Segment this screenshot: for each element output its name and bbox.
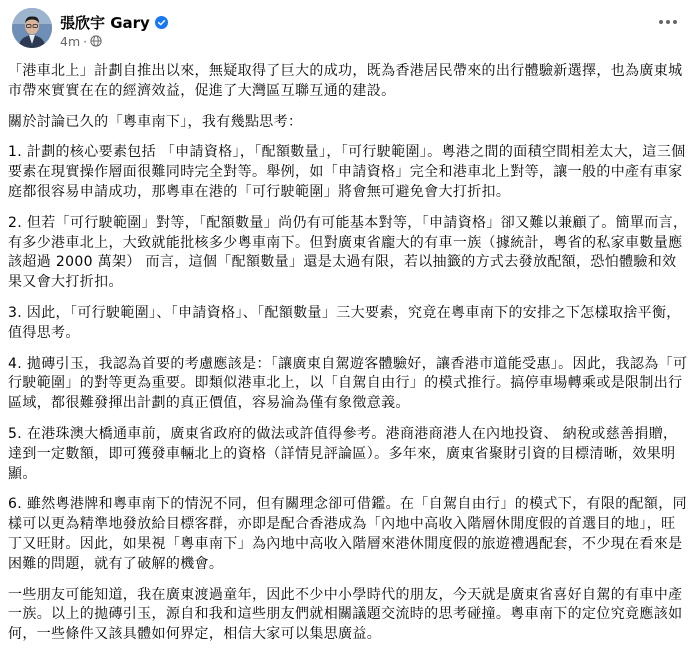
globe-icon[interactable] bbox=[90, 35, 102, 47]
post-timestamp[interactable]: 4m bbox=[60, 33, 81, 49]
post-paragraph: 關於討論已久的「粵車南下」，我有幾點思考： bbox=[8, 113, 303, 130]
post-paragraph: 一些朋友可能知道，我在廣東渡過童年，因此不少中小學時代的朋友，今天就是廣東省喜好自駕的有車中產一族。以上的拋磚引玉，源自和我和這些朋友們就相關議題交流時的思考碰撞。粵車南下的定位究竟應該如何，一些條件又該具體如何界定，相信大家可以集思廣益。 bbox=[8, 586, 683, 643]
post-paragraph: 4. 拋磚引玉，我認為首要的考慮應該是：「讓廣東自駕遊客體驗好，讓香港市道能受惠」。因此，我認為「可行駛範圍」的對等更為重要。即類似港車北上，以「自駕自由行」的模式推行。搞停車場轉乘或是限制出行區域，都很難發揮出計劃的真正價值，容易淪為僅有象徵意義。 bbox=[8, 355, 688, 412]
post-paragraph: 3. 因此，「可行駛範圍」、「申請資格」、「配額數量」三大要素，究竟在粵車南下的安排之下怎樣取捨平衡，值得思考。 bbox=[8, 304, 681, 341]
meta-separator: · bbox=[83, 33, 88, 49]
post-paragraph: 5. 在港珠澳大橋通車前，廣東省政府的做法或許值得參考。港商港商港人在內地投資、 納稅或慈善捐贈，達到一定數額，即可獲發車輛北上的資格（詳情見評論區）。多年來，廣東省聚財引資的目標清晰，效果明顯。 bbox=[8, 425, 678, 482]
avatar-image bbox=[12, 8, 52, 48]
author-row bbox=[60, 12, 168, 32]
post-body bbox=[8, 62, 688, 656]
more-options-icon[interactable] bbox=[654, 12, 682, 32]
avatar[interactable] bbox=[12, 8, 52, 48]
author-name[interactable]: 張欣宇 Gary bbox=[60, 13, 150, 32]
post-paragraph: 「港車北上」計劃自推出以來，無疑取得了巨大的成功，既為香港居民帶來的出行體驗新選擇，也為廣東城市帶來實實在在的經濟效益，促進了大灣區互聯互通的建設。 bbox=[8, 63, 683, 99]
post-paragraph: 6. 雖然粵港牌和粵車南下的情況不同，但有關理念卻可借鑑。在「自駕自由行」的模式下，有限的配額，同樣可以更為精準地發放給目標客群，亦即是配合香港成為「內地中高收入階層休閒度假的首選目的地」，旺丁又旺財。因此，如果視「粵車南下」為內地中高收入階層來港休閒度假的旅遊禮遇配套，不少現在看來是困難的問題，就有了破解的機會。 bbox=[8, 496, 687, 572]
post-paragraph: 2. 但若「可行駛範圍」對等，「配額數量」尚仍有可能基本對等，「申請資格」卻又難以兼顧了。簡單而言，有多少港車北上，大致就能批核多少粵車南下。但對廣東省龐大的有車一族（據統計，粵省的私家車數量應該超過 2000 萬架） 而言，這個「配額數量」還是太過有限，若以抽籤的方式去發放配額，恐怕體驗和效果又會大打折扣。 bbox=[8, 214, 688, 291]
post-meta bbox=[60, 33, 102, 49]
post-paragraph: 1. 計劃的核心要素包括 「申請資格」，「配額數量」，「可行駛範圍」。粵港之間的面積空間相差太大，這三個要素在現實操作層面很難同時完全對等。舉例，如「申請資格」完全和港車北上對等，讓一般的中產有車家庭都很容易申請成功，那粵車在港的「可行駛範圍」將會無可避免會大打折扣。 bbox=[8, 144, 686, 200]
verified-badge-icon bbox=[155, 16, 168, 29]
post-header bbox=[12, 8, 672, 50]
